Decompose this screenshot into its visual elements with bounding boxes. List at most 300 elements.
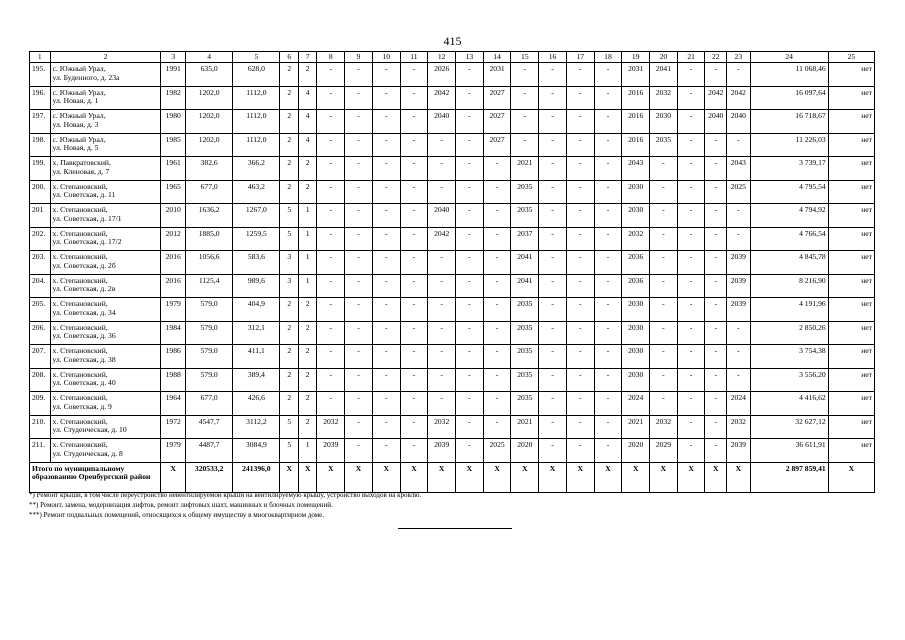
value-cell: - <box>372 345 400 369</box>
table-row <box>30 180 875 204</box>
value-cell: - <box>317 63 345 87</box>
column-header: 19 <box>622 52 650 63</box>
row-number: 203. <box>30 251 51 275</box>
value-cell: - <box>428 298 456 322</box>
value-cell: - <box>400 321 428 345</box>
column-header: 20 <box>650 52 678 63</box>
row-number: 201 <box>30 204 51 228</box>
value-cell: 1636,2 <box>186 204 233 228</box>
column-header: 15 <box>511 52 539 63</box>
value-cell: 2 <box>280 345 298 369</box>
value-cell: - <box>400 298 428 322</box>
value-cell: - <box>400 345 428 369</box>
value-cell: 2 <box>280 133 298 157</box>
table-row <box>30 345 875 369</box>
value-cell: 411,1 <box>233 345 280 369</box>
value-cell: 4547,7 <box>186 415 233 439</box>
column-header: 3 <box>161 52 186 63</box>
cost-cell: 4 845,78 <box>750 251 828 275</box>
total-mark: X <box>828 462 874 492</box>
value-cell: 1 <box>298 274 316 298</box>
value-cell: - <box>566 274 594 298</box>
table-row <box>30 415 875 439</box>
address-cell <box>50 180 161 204</box>
value-cell: - <box>705 415 727 439</box>
column-header: 1 <box>30 52 51 63</box>
value-cell: - <box>705 298 727 322</box>
status-cell: нет <box>828 86 874 110</box>
value-cell: - <box>456 86 484 110</box>
value-cell: 1979 <box>161 298 186 322</box>
value-cell: 1964 <box>161 392 186 416</box>
value-cell: - <box>428 368 456 392</box>
address-cell <box>50 157 161 181</box>
value-cell: 2030 <box>622 298 650 322</box>
value-cell: - <box>456 157 484 181</box>
address-settlement: х. Степановский, <box>52 440 108 449</box>
value-cell: 2042 <box>428 86 456 110</box>
column-header: 13 <box>456 52 484 63</box>
value-cell: - <box>456 133 484 157</box>
value-cell: - <box>566 251 594 275</box>
value-cell: 579,0 <box>186 368 233 392</box>
footnote-roof: *) Ремонт крыши, в том числе переустройство невентилируемой крыши на вентилируемую крышу, устройство выходов на кровлю. <box>29 491 422 499</box>
value-cell: - <box>400 251 428 275</box>
address-settlement: х. Степановский, <box>52 393 108 402</box>
total-mark: X <box>317 462 345 492</box>
value-cell: 989,6 <box>233 274 280 298</box>
value-cell: - <box>345 415 373 439</box>
value-cell: 2 <box>280 86 298 110</box>
column-header: 5 <box>233 52 280 63</box>
value-cell: - <box>594 133 622 157</box>
value-cell: - <box>566 439 594 463</box>
value-cell: - <box>456 368 484 392</box>
value-cell: 5 <box>280 439 298 463</box>
value-cell: - <box>650 180 678 204</box>
value-cell: - <box>539 251 567 275</box>
address-street: ул. Советская, д. 17/1 <box>52 213 122 223</box>
address-street: ул. Советская, д. 11 <box>52 190 116 200</box>
value-cell: 2021 <box>511 157 539 181</box>
value-cell: - <box>483 157 511 181</box>
address-cell <box>50 321 161 345</box>
value-cell: - <box>372 86 400 110</box>
value-cell: - <box>317 204 345 228</box>
total-mark: X <box>280 462 298 492</box>
value-cell: 2 <box>298 63 316 87</box>
value-cell: - <box>677 345 705 369</box>
value-cell: - <box>705 133 727 157</box>
value-cell: - <box>317 133 345 157</box>
value-cell: 2030 <box>622 180 650 204</box>
value-cell: - <box>594 298 622 322</box>
value-cell: - <box>650 298 678 322</box>
column-header: 22 <box>705 52 727 63</box>
value-cell: 2021 <box>511 415 539 439</box>
value-cell: - <box>677 157 705 181</box>
address-street: ул. Советская, д. 40 <box>52 378 116 388</box>
value-cell: - <box>372 298 400 322</box>
value-cell: - <box>566 345 594 369</box>
value-cell: - <box>372 227 400 251</box>
address-cell <box>50 251 161 275</box>
value-cell: - <box>345 439 373 463</box>
address-street: ул. Кленовая, д. 7 <box>52 166 110 176</box>
column-header: 10 <box>372 52 400 63</box>
value-cell: - <box>539 204 567 228</box>
row-number: 208. <box>30 368 51 392</box>
value-cell: 2041 <box>650 63 678 87</box>
value-cell: - <box>539 345 567 369</box>
total-mark: X <box>483 462 511 492</box>
value-cell: - <box>428 392 456 416</box>
row-number: 199. <box>30 157 51 181</box>
address-settlement: х. Степановский, <box>52 369 108 379</box>
row-number: 211. <box>30 439 51 463</box>
value-cell: - <box>317 157 345 181</box>
value-cell: 2016 <box>161 251 186 275</box>
value-cell: - <box>727 204 751 228</box>
value-cell: 579,0 <box>186 298 233 322</box>
value-cell: - <box>483 204 511 228</box>
value-cell: 2035 <box>650 133 678 157</box>
value-cell: 2029 <box>650 439 678 463</box>
cost-cell: 2 850,26 <box>750 321 828 345</box>
total-mark: X <box>456 462 484 492</box>
value-cell: - <box>566 368 594 392</box>
value-cell: 404,9 <box>233 298 280 322</box>
address-cell <box>50 204 161 228</box>
value-cell: - <box>539 63 567 87</box>
value-cell: 1125,4 <box>186 274 233 298</box>
address-street: ул. Советская, д. 34 <box>52 307 116 317</box>
value-cell: 4487,7 <box>186 439 233 463</box>
value-cell: 1112,0 <box>233 110 280 134</box>
value-cell: 2039 <box>317 439 345 463</box>
status-cell: нет <box>828 368 874 392</box>
address-cell <box>50 133 161 157</box>
value-cell: 2040 <box>705 110 727 134</box>
value-cell: 2020 <box>511 439 539 463</box>
value-cell: - <box>539 392 567 416</box>
value-cell: - <box>705 392 727 416</box>
value-cell: 677,0 <box>186 180 233 204</box>
status-cell: нет <box>828 204 874 228</box>
value-cell: - <box>677 392 705 416</box>
value-cell: - <box>483 368 511 392</box>
value-cell: - <box>483 321 511 345</box>
value-cell: - <box>372 251 400 275</box>
column-header: 18 <box>594 52 622 63</box>
total-mark: X <box>705 462 727 492</box>
value-cell: - <box>566 392 594 416</box>
value-cell: 2016 <box>622 133 650 157</box>
row-number: 206. <box>30 321 51 345</box>
value-cell: 1202,0 <box>186 86 233 110</box>
value-cell: - <box>511 63 539 87</box>
value-cell: 4 <box>298 110 316 134</box>
value-cell: - <box>456 274 484 298</box>
address-settlement: х. Степановский, <box>52 416 108 426</box>
value-cell: - <box>539 157 567 181</box>
total-mark: X <box>345 462 373 492</box>
value-cell: 1 <box>298 227 316 251</box>
value-cell: 366,2 <box>233 157 280 181</box>
value-cell: - <box>594 227 622 251</box>
value-cell: - <box>428 251 456 275</box>
status-cell: нет <box>828 63 874 87</box>
address-settlement: х. Степановский, <box>52 228 108 238</box>
value-cell: 1988 <box>161 368 186 392</box>
value-cell: - <box>400 204 428 228</box>
table-row <box>30 392 875 416</box>
value-cell: 2031 <box>622 63 650 87</box>
address-settlement: х. Степановский, <box>52 275 108 285</box>
capital-repair-table <box>29 51 875 493</box>
value-cell: - <box>594 368 622 392</box>
end-rule <box>398 528 512 529</box>
value-cell: 2035 <box>511 368 539 392</box>
address-street: ул. Советская, д. 9 <box>52 401 112 411</box>
value-cell: - <box>677 133 705 157</box>
value-cell: - <box>566 86 594 110</box>
value-cell: - <box>372 274 400 298</box>
value-cell: - <box>456 251 484 275</box>
value-cell: 2039 <box>428 439 456 463</box>
value-cell: - <box>372 180 400 204</box>
value-cell: - <box>705 321 727 345</box>
value-cell: - <box>566 110 594 134</box>
value-cell: 1056,6 <box>186 251 233 275</box>
value-cell: 2021 <box>622 415 650 439</box>
value-cell: 1 <box>298 204 316 228</box>
address-cell <box>50 227 161 251</box>
value-cell: - <box>650 274 678 298</box>
address-cell <box>50 439 161 463</box>
value-cell: - <box>650 227 678 251</box>
table-row <box>30 157 875 181</box>
status-cell: нет <box>828 157 874 181</box>
value-cell: 2012 <box>161 227 186 251</box>
cost-cell: 4 191,96 <box>750 298 828 322</box>
column-number-row <box>30 52 875 63</box>
value-cell: 1259,5 <box>233 227 280 251</box>
value-cell: - <box>483 251 511 275</box>
value-cell: - <box>400 274 428 298</box>
value-cell: 1979 <box>161 439 186 463</box>
value-cell: 1986 <box>161 345 186 369</box>
address-settlement: х. Степановский, <box>52 252 108 261</box>
row-number: 195. <box>30 63 51 87</box>
value-cell: - <box>650 157 678 181</box>
value-cell: - <box>317 368 345 392</box>
value-cell: - <box>400 133 428 157</box>
value-cell: - <box>372 368 400 392</box>
value-cell: - <box>650 251 678 275</box>
column-header: 17 <box>566 52 594 63</box>
value-cell: 1202,0 <box>186 133 233 157</box>
value-cell: 2032 <box>622 227 650 251</box>
value-cell: 2040 <box>428 204 456 228</box>
table-row <box>30 63 875 87</box>
value-cell: - <box>317 110 345 134</box>
total-mark: X <box>511 462 539 492</box>
row-number: 209. <box>30 392 51 416</box>
value-cell: - <box>428 345 456 369</box>
table-row <box>30 368 875 392</box>
value-cell: - <box>677 439 705 463</box>
table-row <box>30 439 875 463</box>
value-cell: 4 <box>298 133 316 157</box>
value-cell: 3112,2 <box>233 415 280 439</box>
table-row <box>30 133 875 157</box>
value-cell: 426,6 <box>233 392 280 416</box>
value-cell: 5 <box>280 227 298 251</box>
total-mark: X <box>650 462 678 492</box>
value-cell: - <box>372 157 400 181</box>
value-cell: 1965 <box>161 180 186 204</box>
value-cell: - <box>594 63 622 87</box>
value-cell: - <box>677 63 705 87</box>
status-cell: нет <box>828 392 874 416</box>
value-cell: 2040 <box>727 110 751 134</box>
value-cell: 2039 <box>727 274 751 298</box>
column-header: 23 <box>727 52 751 63</box>
cost-cell: 3 754,38 <box>750 345 828 369</box>
value-cell: - <box>456 227 484 251</box>
column-header: 25 <box>828 52 874 63</box>
column-header: 9 <box>345 52 373 63</box>
value-cell: - <box>372 439 400 463</box>
value-cell: 2 <box>298 368 316 392</box>
address-street: ул. Советская, д. 2в <box>52 284 116 294</box>
row-number: 202. <box>30 227 51 251</box>
value-cell: - <box>400 439 428 463</box>
total-area-living: 241396,0 <box>233 462 280 492</box>
footnote-basement: ***) Ремонт подвальных помещений, относящихся к общему имуществу в многоквартирном доме. <box>29 511 325 520</box>
value-cell: 2042 <box>705 86 727 110</box>
value-cell: 3084,9 <box>233 439 280 463</box>
value-cell: 2030 <box>622 368 650 392</box>
total-mark: X <box>594 462 622 492</box>
value-cell: - <box>594 321 622 345</box>
total-row <box>30 462 875 492</box>
value-cell: 2036 <box>622 251 650 275</box>
value-cell: 2027 <box>483 110 511 134</box>
value-cell: 2030 <box>650 110 678 134</box>
status-cell: нет <box>828 227 874 251</box>
page-number: 415 <box>443 34 462 48</box>
column-header: 12 <box>428 52 456 63</box>
value-cell: 2030 <box>622 204 650 228</box>
value-cell: 2 <box>280 392 298 416</box>
total-cost: 2 897 859,41 <box>750 462 828 492</box>
column-header: 6 <box>280 52 298 63</box>
value-cell: - <box>317 345 345 369</box>
column-header: 24 <box>750 52 828 63</box>
value-cell: - <box>566 415 594 439</box>
status-cell: нет <box>828 251 874 275</box>
value-cell: 2027 <box>483 133 511 157</box>
table-row <box>30 321 875 345</box>
value-cell: 2 <box>298 180 316 204</box>
column-header: 2 <box>50 52 161 63</box>
value-cell: - <box>705 180 727 204</box>
value-cell: 2043 <box>622 157 650 181</box>
value-cell: - <box>428 180 456 204</box>
value-cell: 2039 <box>727 298 751 322</box>
value-cell: - <box>456 204 484 228</box>
value-cell: 2 <box>298 298 316 322</box>
row-number: 207. <box>30 345 51 369</box>
value-cell: 1982 <box>161 86 186 110</box>
address-cell <box>50 110 161 134</box>
cost-cell: 16 097,64 <box>750 86 828 110</box>
value-cell: - <box>456 63 484 87</box>
value-cell: - <box>456 415 484 439</box>
cost-cell: 3 556,20 <box>750 368 828 392</box>
address-cell <box>50 274 161 298</box>
value-cell: - <box>372 63 400 87</box>
value-cell: - <box>677 227 705 251</box>
value-cell: - <box>345 110 373 134</box>
row-number: 198. <box>30 133 51 157</box>
value-cell: - <box>345 368 373 392</box>
value-cell: - <box>483 345 511 369</box>
table-row <box>30 251 875 275</box>
row-number: 210. <box>30 415 51 439</box>
value-cell: - <box>483 392 511 416</box>
address-cell <box>50 392 161 416</box>
value-cell: 1 <box>298 251 316 275</box>
total-mark: X <box>727 462 751 492</box>
value-cell: 2035 <box>511 204 539 228</box>
value-cell: - <box>456 321 484 345</box>
value-cell: 2010 <box>161 204 186 228</box>
value-cell: 2030 <box>622 345 650 369</box>
value-cell: - <box>483 180 511 204</box>
address-street: ул. Советская, д. 2б <box>52 260 116 270</box>
value-cell: - <box>677 86 705 110</box>
value-cell: - <box>511 110 539 134</box>
value-cell: - <box>566 157 594 181</box>
cost-cell: 3 739,17 <box>750 157 828 181</box>
value-cell: 2 <box>298 345 316 369</box>
value-cell: - <box>372 392 400 416</box>
value-cell: - <box>456 439 484 463</box>
value-cell: - <box>400 86 428 110</box>
value-cell: - <box>705 227 727 251</box>
value-cell: - <box>400 368 428 392</box>
value-cell: 2035 <box>511 298 539 322</box>
value-cell: - <box>727 345 751 369</box>
value-cell: - <box>317 180 345 204</box>
value-cell: 2016 <box>622 110 650 134</box>
row-number: 204. <box>30 274 51 298</box>
value-cell: - <box>677 180 705 204</box>
row-number: 205. <box>30 298 51 322</box>
value-cell: 1885,0 <box>186 227 233 251</box>
value-cell: - <box>511 86 539 110</box>
value-cell: - <box>650 392 678 416</box>
value-cell: - <box>372 110 400 134</box>
value-cell: - <box>317 251 345 275</box>
cost-cell: 4 795,54 <box>750 180 828 204</box>
status-cell: нет <box>828 110 874 134</box>
value-cell: 1991 <box>161 63 186 87</box>
table-row <box>30 110 875 134</box>
